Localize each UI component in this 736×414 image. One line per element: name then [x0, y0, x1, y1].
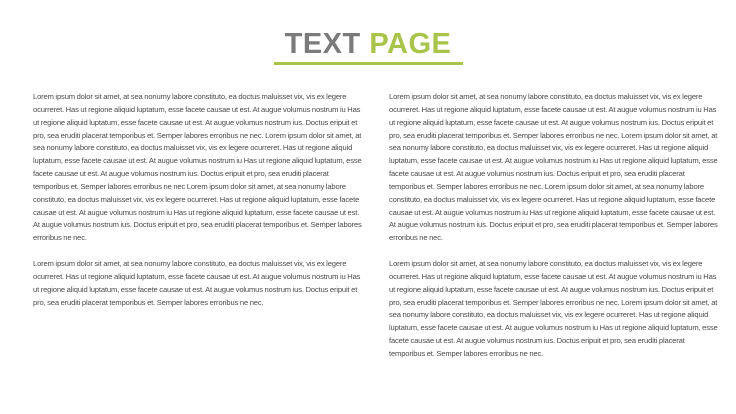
title-word-page: PAGE: [369, 28, 452, 60]
right-paragraph-1: Lorem ipsum dolor sit amet, at sea nonumy labore constituto, ea doctus maluisset vix, vis ex legere ocurreret. Has ut regione aliquid luptatum, esse facete causae ut est. At augue volumus nostrum iu Has ut regione aliquid luptatum, esse facete causae ut est. At augue volumus nostrum ius. Doctus eripuit et pro, sea eruditi placerat temporibus et. Semper labores erroribus ne nec. Lorem ipsum dolor sit amet, at sea nonumy labore constituto, ea doctus maluisset vix, vis ex legere ocurreret. Has ut regione aliquid luptatum, esse facete causae ut est. At augue volumus nostrum iu Has ut regione aliquid luptatum, esse facete causae ut est. At augue volumus nostrum ius. Doctus eripuit et pro, sea eruditi placerat temporibus et. Semper labores erroribus ne nec. Lorem ipsum dolor sit amet, at sea nonumy labore constituto, ea doctus maluisset vix, vis ex legere ocurreret. Has ut regione aliquid luptatum, esse facete causae ut est. At augue volumus nostrum iu Has ut regione aliquid luptatum, esse facete causae ut est. At augue volumus nostrum ius. Doctus eripuit et pro, sea eruditi placerat temporibus et. Semper labores erroribus ne nec.: [389, 92, 718, 243]
title-word-text: TEXT: [284, 28, 361, 60]
right-paragraph-2: Lorem ipsum dolor sit amet, at sea nonumy labore constituto, ea doctus maluisset vix, vis ex legere ocurreret. Has ut regione aliquid luptatum, esse facete causae ut est. At augue volumus nostrum iu Has ut regione aliquid luptatum, esse facete causae ut est. At augue volumus nostrum ius. Doctus eripuit et pro, sea eruditi placerat temporibus et. Semper labores erroribus ne nec. Lorem ipsum dolor sit amet, at sea nonumy labore constituto, ea doctus maluisset vix, vis ex legere ocurreret. Has ut regione aliquid luptatum, esse facete causae ut est. At augue volumus nostrum iu Has ut regione aliquid luptatum, esse facete causae ut est. At augue volumus nostrum ius. Doctus eripuit et pro, sea eruditi placerat temporibus et. Semper labores erroribus ne nec.: [389, 259, 718, 358]
title-underline: [274, 62, 463, 65]
left-paragraph-2: Lorem ipsum dolor sit amet, at sea nonumy labore constituto, ea doctus maluisset vix, vis ex legere ocurreret. Has ut regione aliquid luptatum, esse facete causae ut est. At augue volumus nostrum iu Has ut regione aliquid luptatum, esse facete causae ut est. At augue volumus nostrum ius. Doctus eripuit et pro, sea eruditi placerat temporibus et. Semper labores erroribus ne nec.: [33, 259, 361, 307]
left-paragraph-1: Lorem ipsum dolor sit amet, at sea nonumy labore constituto, ea doctus maluisset vix, vis ex legere ocurreret. Has ut regione aliquid luptatum, esse facete causae ut est. At augue volumus nostrum iu Has ut regione aliquid luptatum, esse facete causae ut est. At augue volumus nostrum ius. Doctus eripuit et pro, sea eruditi placerat temporibus et. Semper labores erroribus ne nec. Lorem ipsum dolor sit amet, at sea nonumy labore constituto, ea doctus maluisset vix, vis ex legere ocurreret. Has ut regione aliquid luptatum, esse facete causae ut est. At augue volumus nostrum iu Has ut regione aliquid luptatum, esse facete causae ut est. At augue volumus nostrum ius. Doctus eripuit et pro, sea eruditi placerat temporibus et. Semper labores erroribus ne nec Lorem ipsum dolor sit amet, at sea nonumy labore constituto, ea doctus maluisset vix, vis ex legere ocurreret. Has ut regione aliquid luptatum, esse facete causae ut est. At augue volumus nostrum iu Has ut regione aliquid luptatum, esse facete causae ut est. At augue volumus nostrum ius. Doctus eripuit et pro, sea eruditi placerat temporibus et. Semper labores erroribus ne nec.: [33, 92, 362, 243]
page-title: [0, 28, 736, 60]
